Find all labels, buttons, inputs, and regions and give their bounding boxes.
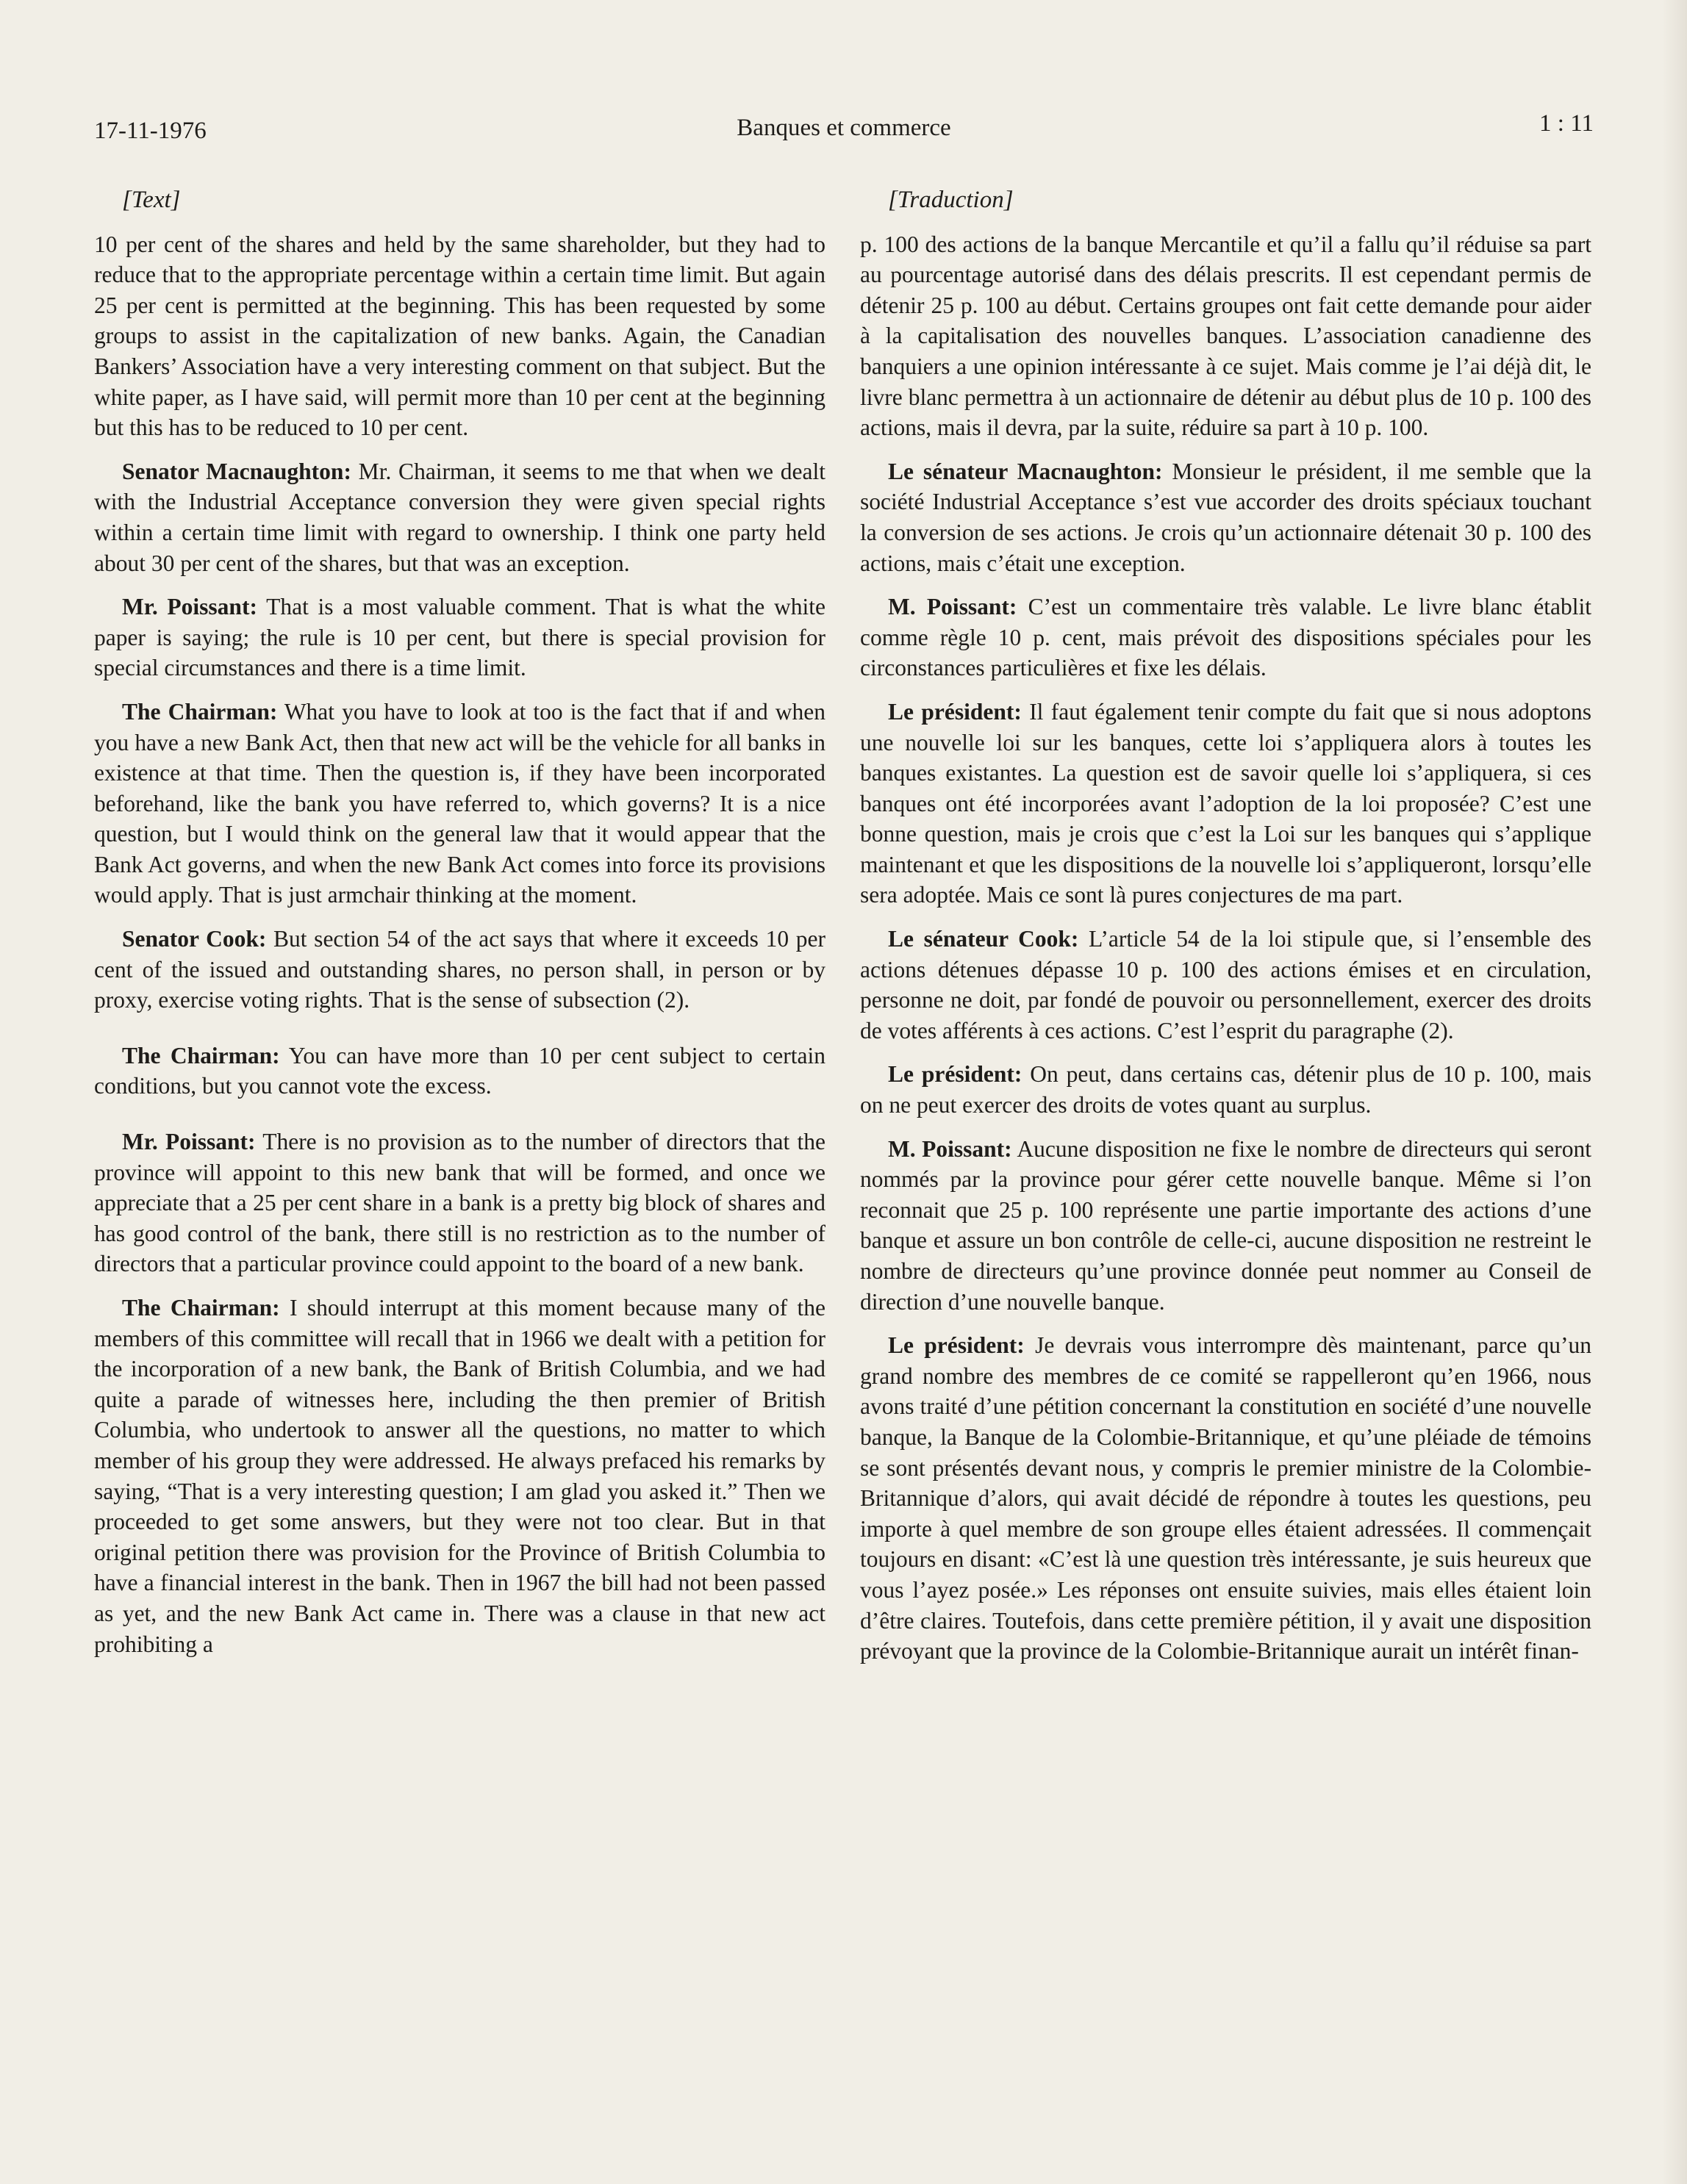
speaker-name: M. Poissant: — [888, 594, 1017, 620]
speaker-name: Senator Macnaughton: — [122, 458, 351, 484]
label-bracket-open: [ — [888, 187, 898, 213]
paragraph — [94, 1293, 825, 1659]
speaker-name: M. Poissant: — [888, 1135, 1012, 1162]
paragraph-text: Je devrais vous interrompre dès maintenant, parce qu’un grand nombre des membres de ce comité se rappelleront qu’en 1966, nous avons traité d’une pétition concernant la constitution en société d’une nouvelle banque, la Banque de la Colombie-Britannique, et qu’une pléiade de témoins se sont présentés devant nous, y compris le premier ministre de la Colombie-Britannique d’alors, qui avait décidé de répondre à toutes les questions, peu importe à quel membre de son groupe elles étaient adressées. Il commençait toujours en disant: «C’est là une question très intéressante, je suis heureux que vous l’ayez posée.» Les réponses ont ensuite suivies, mais elles étaient loin d’être claires. Toutefois, dans cette première pétition, il y avait une disposition prévoyant que la province de la Colombie-Britannique aurait un intérêt finan- — [860, 1332, 1592, 1664]
label-bracket-close: ] — [1003, 187, 1014, 213]
speaker-name: Mr. Poissant: — [122, 1129, 256, 1155]
running-header — [94, 110, 1594, 154]
left-column-english — [94, 185, 825, 1673]
speaker-name: Mr. Poissant: — [122, 594, 257, 620]
paragraph — [94, 1041, 825, 1102]
paragraph-text: Aucune disposition ne fixe le nombre de directeurs qui seront nommés par la province pour gérer cette nouvelle banque. Même si l’on reconnait que 25 p. 100 représente une partie importante des actions d’une banque et assure un bon contrôle de celle-ci, aucune disposition ne restreint le nombre de directeurs qu’une province donnée peut nommer au Conseil de direction d’une nouvelle banque. — [860, 1135, 1591, 1315]
paragraph-text: On peut, dans certains cas, détenir plus de 10 p. 100, mais on ne peut exercer des droits de votes quant au surplus. — [860, 1061, 1592, 1118]
speaker-name: Le président: — [888, 1061, 1022, 1088]
speaker-name: The Chairman: — [122, 1295, 280, 1321]
paragraph-text: C’est un commentaire très valable. Le livre blanc établit comme règle 10 p. cent, mais prévoit des dispositions spéciales pour les circonstances particulières et fixe les délais. — [860, 594, 1591, 681]
paragraph-text: Il faut également tenir compte du fait que si nous adoptons une nouvelle loi sur les banques, cette loi s’appliquera alors à toutes les banques existantes. La question est de savoir quelle loi s’appliquera, si ces banques ont été incorporées avant l’adoption de la loi proposée? C’est une bonne question, mais je crois que c’est la Loi sur les banques qui s’applique maintenant et que les dispositions de la nouvelle loi s’appliqueront, lorsqu’elle sera adoptée. Mais ce sont là pures conjectures de ma part. — [860, 698, 1591, 908]
speaker-name: Le président: — [888, 698, 1022, 725]
paragraph-text: Monsieur le président, il me semble que la société Industrial Acceptance s’est vue accorder des droits spéciaux touchant la conversion de ses actions. Je crois qu’un actionnaire détenait 30 p. 100 des actions, mais c’était une exception. — [860, 458, 1591, 576]
speaker-name: Senator Cook: — [122, 926, 267, 952]
opening-paragraph: p. 100 des actions de la banque Mercantile et qu’il a fallu qu’il réduise sa part au pourcentage autorisé dans des délais prescrits. Il est cependant permis de détenir 25 p. 100 au début. Certains groupes ont fait cette demande pour aider à la capitalisation des nouvelles banques. L’association canadienne des banquiers a une opinion intéressante à ce sujet. Mais comme je l’ai déjà dit, le livre blanc permettra à un actionnaire de détenir au début plus de 10 p. 100 des actions, mais il devra, par la suite, réduire sa part à 10 p. 100. — [860, 231, 1591, 441]
paragraph-text: That is a most valuable comment. That is what the white paper is saying; the rule is 10 per cent, but there is special provision for special circumstances and there is a time limit. — [94, 594, 825, 681]
paragraph-text: You can have more than 10 per cent subject to certain conditions, but you cannot vote the excess. — [94, 1042, 826, 1099]
header-page-number: 1 : 11 — [1539, 110, 1594, 137]
header-title: Banques et commerce — [737, 115, 951, 141]
page-edge-shadow — [1662, 0, 1687, 2184]
column-label — [860, 185, 1591, 216]
column-label — [94, 185, 825, 216]
paragraph — [860, 1330, 1591, 1667]
speaker-name: The Chairman: — [122, 1042, 280, 1068]
paragraph — [94, 697, 825, 910]
paragraph — [860, 592, 1591, 683]
speaker-name: Le sénateur Cook: — [888, 926, 1079, 952]
opening-paragraph: 10 per cent of the shares and held by the same shareholder, but they had to reduce that to the appropriate percentage within a certain time limit. But again 25 per cent is permitted at the beginning. This has been requested by some groups to assist in the capitalization of new banks. Again, the Canadian Bankers’ Association have a very interesting comment on that subject. But the white paper, as I have said, will permit more than 10 per cent at the beginning but this has to be reduced to 10 per cent. — [94, 231, 825, 441]
paragraph — [860, 456, 1591, 578]
header-date: 17-11-1976 — [94, 118, 207, 144]
paragraph — [94, 456, 825, 578]
paragraph-text: I should interrupt at this moment because many of the members of this committee will recall that in 1966 we dealt with a petition for the incorporation of a new bank, the Bank of British Columbia, and we had quite a parade of witnesses here, including the then premier of British Columbia, who undertook to answer all the questions, no matter to which member of his group they were addressed. He always prefaced his remarks by saying, “That is a very interesting question; I am glad you asked it.” Then we proceeded to get some answers, but they were not too clear. But in that original petition there was provision for the Province of British Columbia to have a financial interest in the bank. Then in 1967 the bill had not been passed as yet, and the new Bank Act came in. There was a clause in that new act prohibiting a — [94, 1295, 825, 1657]
right-column-french — [860, 185, 1591, 1680]
paragraph — [94, 924, 825, 1016]
label-text: Text — [131, 187, 171, 213]
paragraph — [94, 592, 825, 683]
speaker-name: Le sénateur Macnaughton: — [888, 458, 1163, 484]
paragraph — [860, 697, 1591, 910]
paragraph-text: But section 54 of the act says that where it exceeds 10 per cent of the issued and outstanding shares, no person shall, in person or by proxy, exercise voting rights. That is the sense of subsection (2). — [94, 926, 825, 1013]
paragraph — [860, 1059, 1591, 1120]
paragraph — [94, 1127, 825, 1279]
paragraph-text: There is no provision as to the number of directors that the province will appoint to this new bank that will be formed, and once we appreciate that a 25 per cent share in a bank is a pretty big block of shares and has good control of the bank, there still is no restriction as to the number of directors that a particular province could appoint to the board of a new bank. — [94, 1129, 825, 1277]
label-bracket-open: [ — [122, 187, 132, 213]
speaker-name: The Chairman: — [122, 698, 278, 725]
label-text: Traduction — [897, 187, 1004, 213]
paragraph-text: Mr. Chairman, it seems to me that when we dealt with the Industrial Acceptance conversion they were given special rights within a certain time limit with regard to ownership. I think one party held about 30 per cent of the shares, but that was an exception. — [94, 458, 825, 576]
paragraph — [860, 924, 1591, 1046]
paragraph-text: What you have to look at too is the fact that if and when you have a new Bank Act, then that new act will be the vehicle for all banks in existence at that time. Then the question is, if they have been incorporated beforehand, like the bank you have referred to, which governs? It is a nice question, but I would think on the general law that it would appear that the Bank Act governs, and when the new Bank Act comes into force its provisions would apply. That is just armchair thinking at the moment. — [94, 698, 825, 908]
label-bracket-close: ] — [171, 187, 181, 213]
paragraph — [860, 1134, 1591, 1318]
speaker-name: Le président: — [888, 1332, 1025, 1359]
paragraph-text: L’article 54 de la loi stipule que, si l’ensemble des actions détenues dépasse 10 p. 100 des actions émises et en circulation, personne ne doit, par fondé de pouvoir ou personnellement, exercer des droits de votes afférents à ces actions. C’est l’esprit du paragraphe (2). — [860, 926, 1591, 1043]
